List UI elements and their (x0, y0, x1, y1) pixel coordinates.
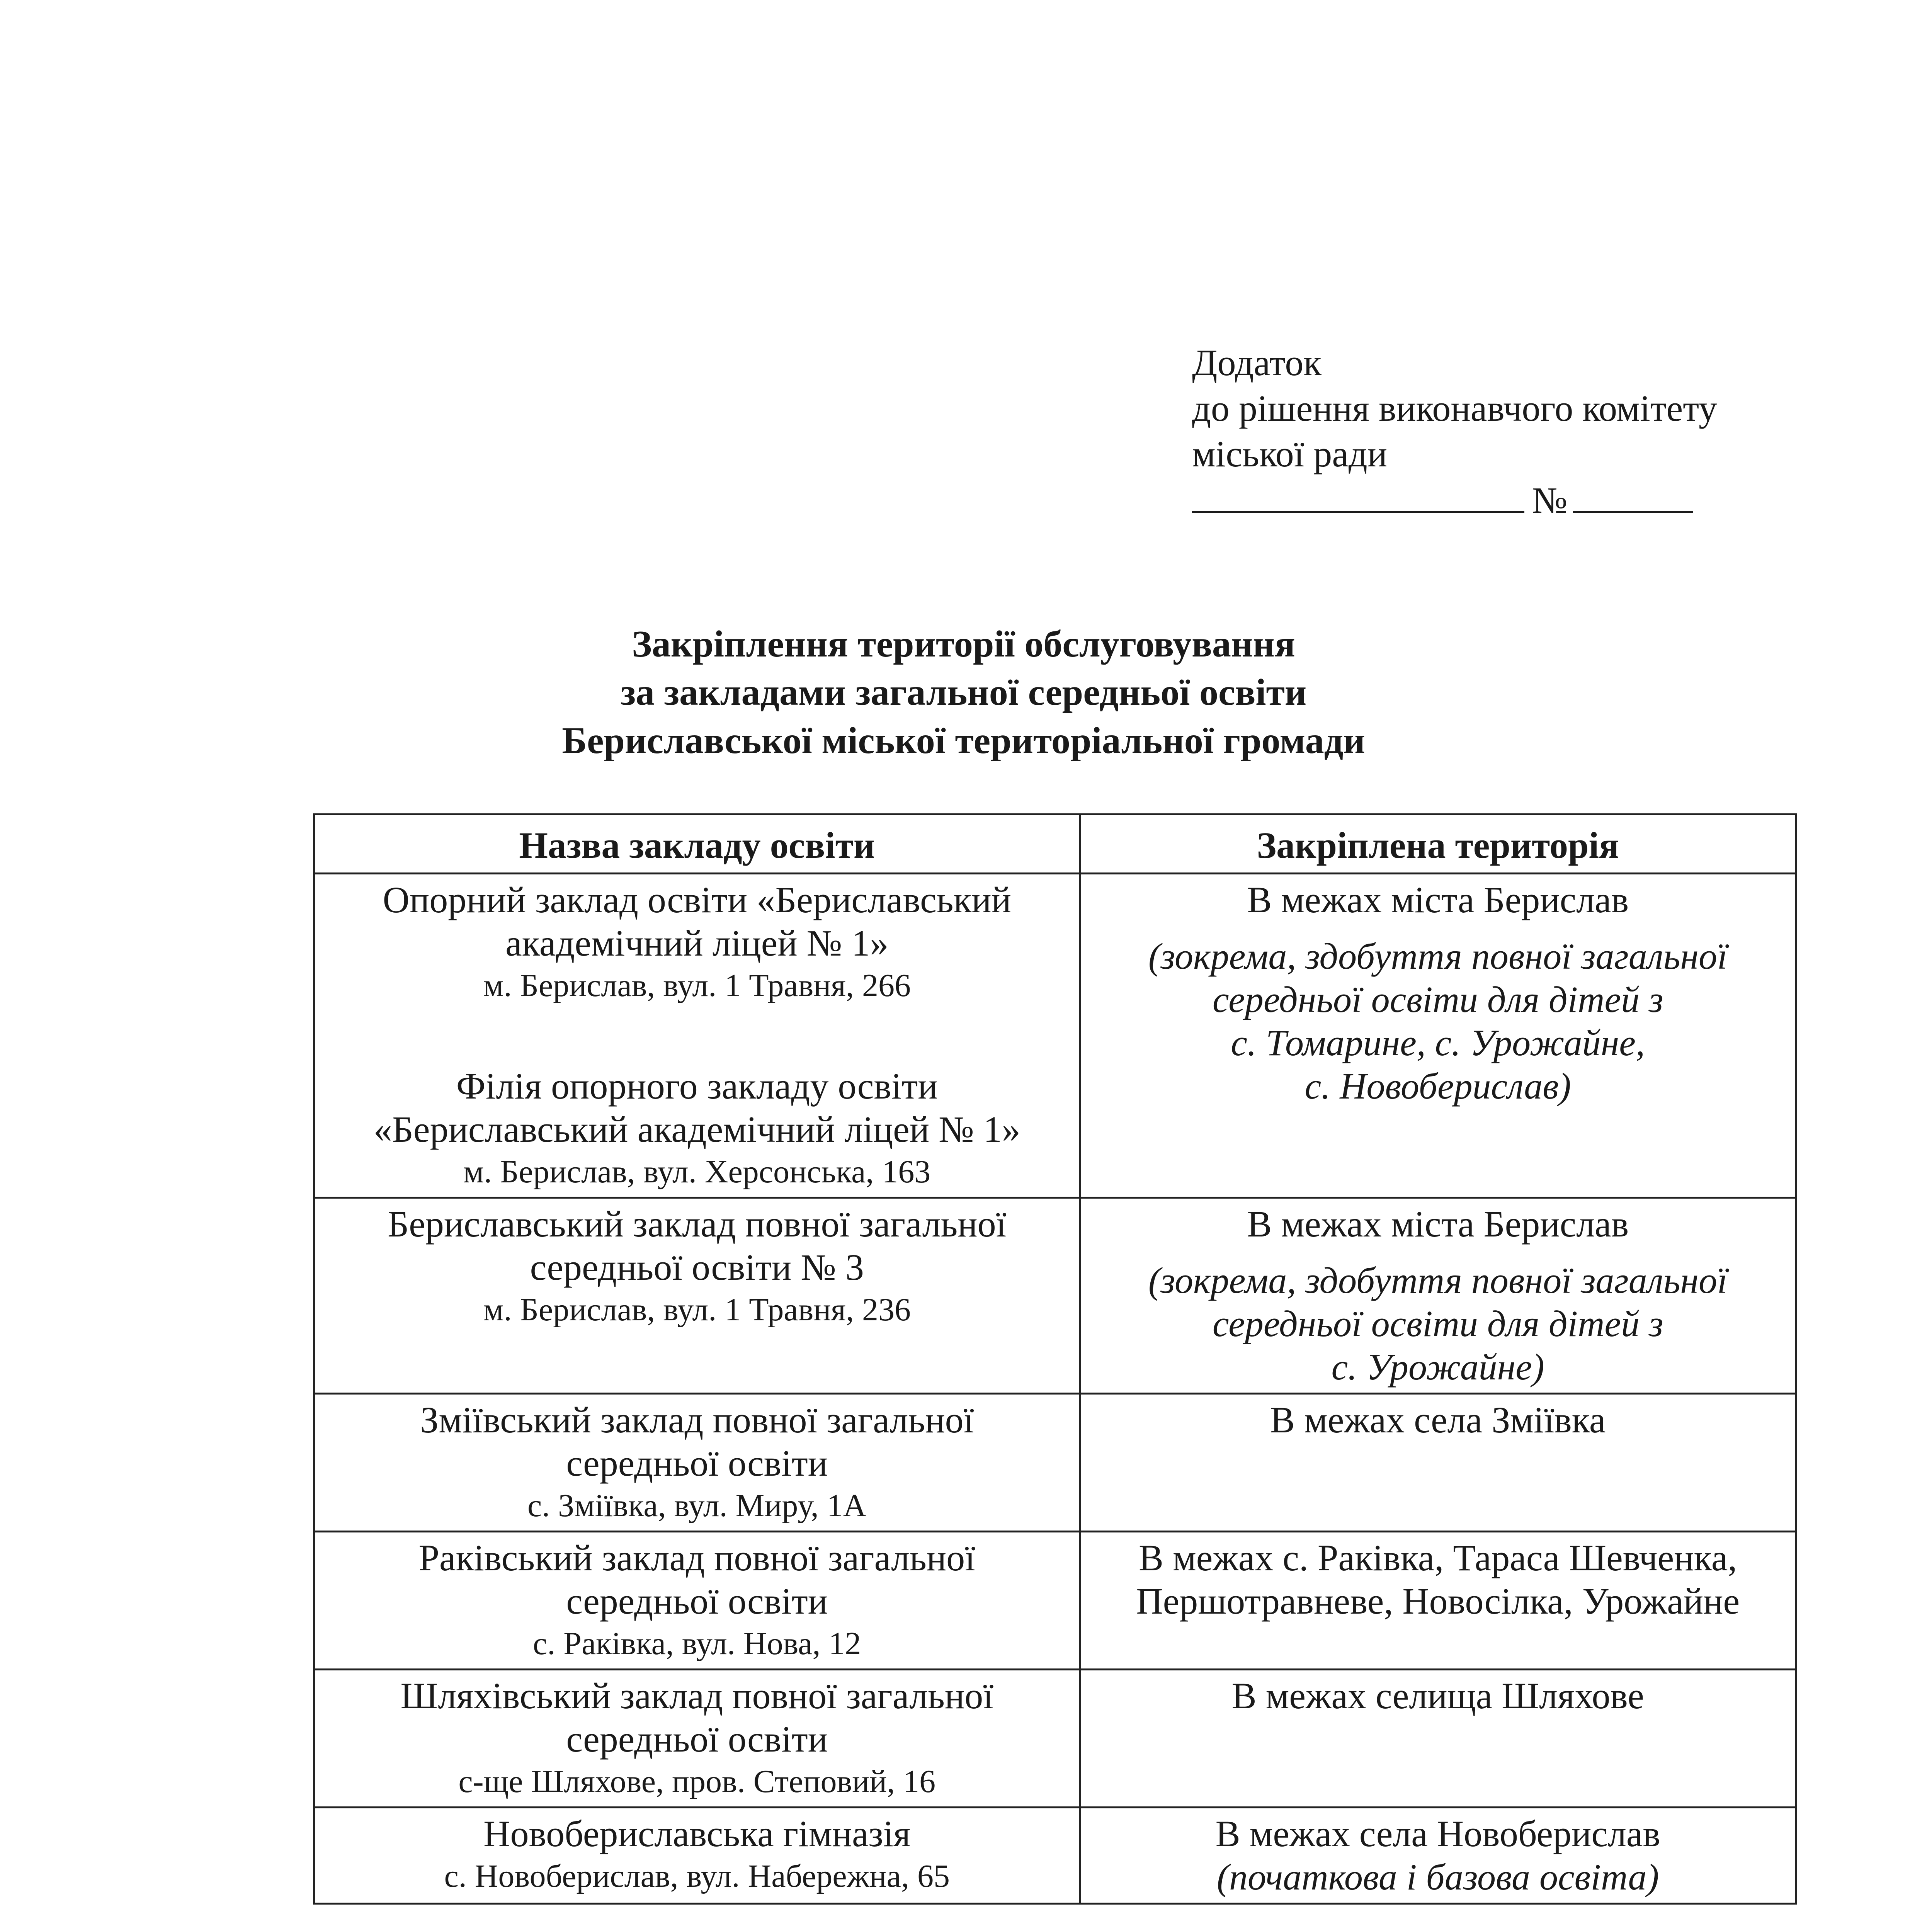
territory-cell (1080, 874, 1796, 1198)
table-row (314, 1394, 1796, 1532)
institution-address: м. Берислав, вул. 1 Травня, 266 (483, 968, 911, 1003)
institution-name-line: Філія опорного закладу освіти (456, 1065, 938, 1107)
document-title (0, 620, 1927, 765)
institution-name (323, 878, 1071, 965)
title-line: за закладами загальної середньої освіти (620, 672, 1307, 713)
institution-name (323, 1202, 1071, 1289)
institution-name-line: «Бериславський академічний ліцей № 1» (373, 1109, 1020, 1150)
territory-text (1089, 1536, 1787, 1623)
institution-name-line: середньої освіти № 3 (530, 1247, 864, 1288)
territory-cell (1080, 1198, 1796, 1394)
institution-name (323, 1812, 1071, 1855)
institution-address: с. Зміївка, вул. Миру, 1А (527, 1488, 867, 1524)
institution-cell (314, 1532, 1080, 1670)
institution-address: с. Раківка, вул. Нова, 12 (533, 1626, 861, 1662)
territory-note-line: (зокрема, здобуття повної загальної (1148, 935, 1728, 977)
institution-name-line: Зміївський заклад повної загальної (420, 1399, 974, 1440)
institution-cell (314, 1394, 1080, 1532)
institution-name-line: Новобериславська гімназія (483, 1813, 911, 1854)
territory-text: В межах села Новоберислав (1215, 1813, 1660, 1854)
territory-note-line: с. Томарине, с. Урожайне, (1231, 1022, 1645, 1063)
territory-cell (1080, 1394, 1796, 1532)
header-territory: Закріплена територія (1080, 815, 1796, 874)
decision-number-line (1192, 477, 1717, 523)
table-row (314, 1532, 1796, 1670)
institution-name (323, 1065, 1071, 1151)
territory-note (1089, 1855, 1787, 1899)
territory-text: В межах селища Шляхове (1231, 1675, 1644, 1716)
title-line: Бериславської міської територіальної громади (562, 720, 1365, 762)
institution-address: м. Берислав, вул. 1 Травня, 236 (483, 1292, 911, 1328)
number-sign: № (1532, 480, 1568, 521)
table-header-row (314, 815, 1796, 874)
institution-address: м. Берислав, вул. Херсонська, 163 (463, 1154, 931, 1190)
territory-text: В межах села Зміївка (1270, 1399, 1606, 1440)
institution-address: с. Новоберислав, вул. Набережна, 65 (444, 1858, 950, 1894)
territory-note-line: середньої освіти для дітей з (1212, 979, 1663, 1020)
territory-cell (1080, 1532, 1796, 1670)
territory-note-line: (початкова і базова освіта) (1217, 1856, 1659, 1898)
institution-cell (314, 1670, 1080, 1808)
appendix-line: міської ради (1192, 433, 1388, 474)
institution-address: с-ще Шляхове, пров. Степовий, 16 (458, 1764, 936, 1799)
territory-cell (1080, 1808, 1796, 1904)
table-row (314, 874, 1796, 1198)
date-blank (1192, 477, 1524, 513)
institution-cell (314, 874, 1080, 1198)
territory-line: Першотравневе, Новосілка, Урожайне (1136, 1580, 1740, 1622)
institution-name (323, 1398, 1071, 1485)
header-institution: Назва закладу освіти (314, 815, 1080, 874)
table-row (314, 1670, 1796, 1808)
territory-text: В межах міста Берислав (1247, 879, 1629, 920)
institution-name-line: Шляхівський заклад повної загальної (400, 1675, 993, 1716)
institution-name-line: Раківський заклад повної загальної (418, 1537, 975, 1578)
institution-name-line: середньої освіти (566, 1718, 828, 1760)
institution-name (323, 1536, 1071, 1623)
territory-text: В межах міста Берислав (1247, 1203, 1629, 1245)
institution-name-line: академічний ліцей № 1» (505, 922, 889, 964)
appendix-line: до рішення виконавчого комітету (1192, 388, 1717, 429)
territory-cell (1080, 1670, 1796, 1808)
number-blank (1573, 477, 1693, 513)
title-line: Закріплення території обслуговування (632, 623, 1295, 665)
territory-note (1089, 1259, 1787, 1389)
territory-note (1089, 935, 1787, 1108)
appendix-line: Додаток (1192, 342, 1322, 383)
territory-note-line: с. Новоберислав) (1305, 1065, 1571, 1107)
territory-note-line: (зокрема, здобуття повної загальної (1148, 1260, 1728, 1301)
table-row (314, 1198, 1796, 1394)
institution-cell (314, 1808, 1080, 1904)
institution-name-line: середньої освіти (566, 1580, 828, 1622)
institution-cell (314, 1198, 1080, 1394)
territory-note-line: середньої освіти для дітей з (1212, 1303, 1663, 1344)
institution-name-line: Опорний заклад освіти «Бериславський (383, 879, 1011, 920)
territory-table (313, 813, 1797, 1905)
institution-name-line: середньої освіти (566, 1442, 828, 1484)
table-row (314, 1808, 1796, 1904)
territory-note-line: с. Урожайне) (1331, 1346, 1544, 1388)
institution-name (323, 1674, 1071, 1761)
institution-name-line: Бериславський заклад повної загальної (388, 1203, 1007, 1245)
territory-line: В межах с. Раківка, Тараса Шевченка, (1139, 1537, 1737, 1578)
appendix-block (1192, 340, 1717, 523)
